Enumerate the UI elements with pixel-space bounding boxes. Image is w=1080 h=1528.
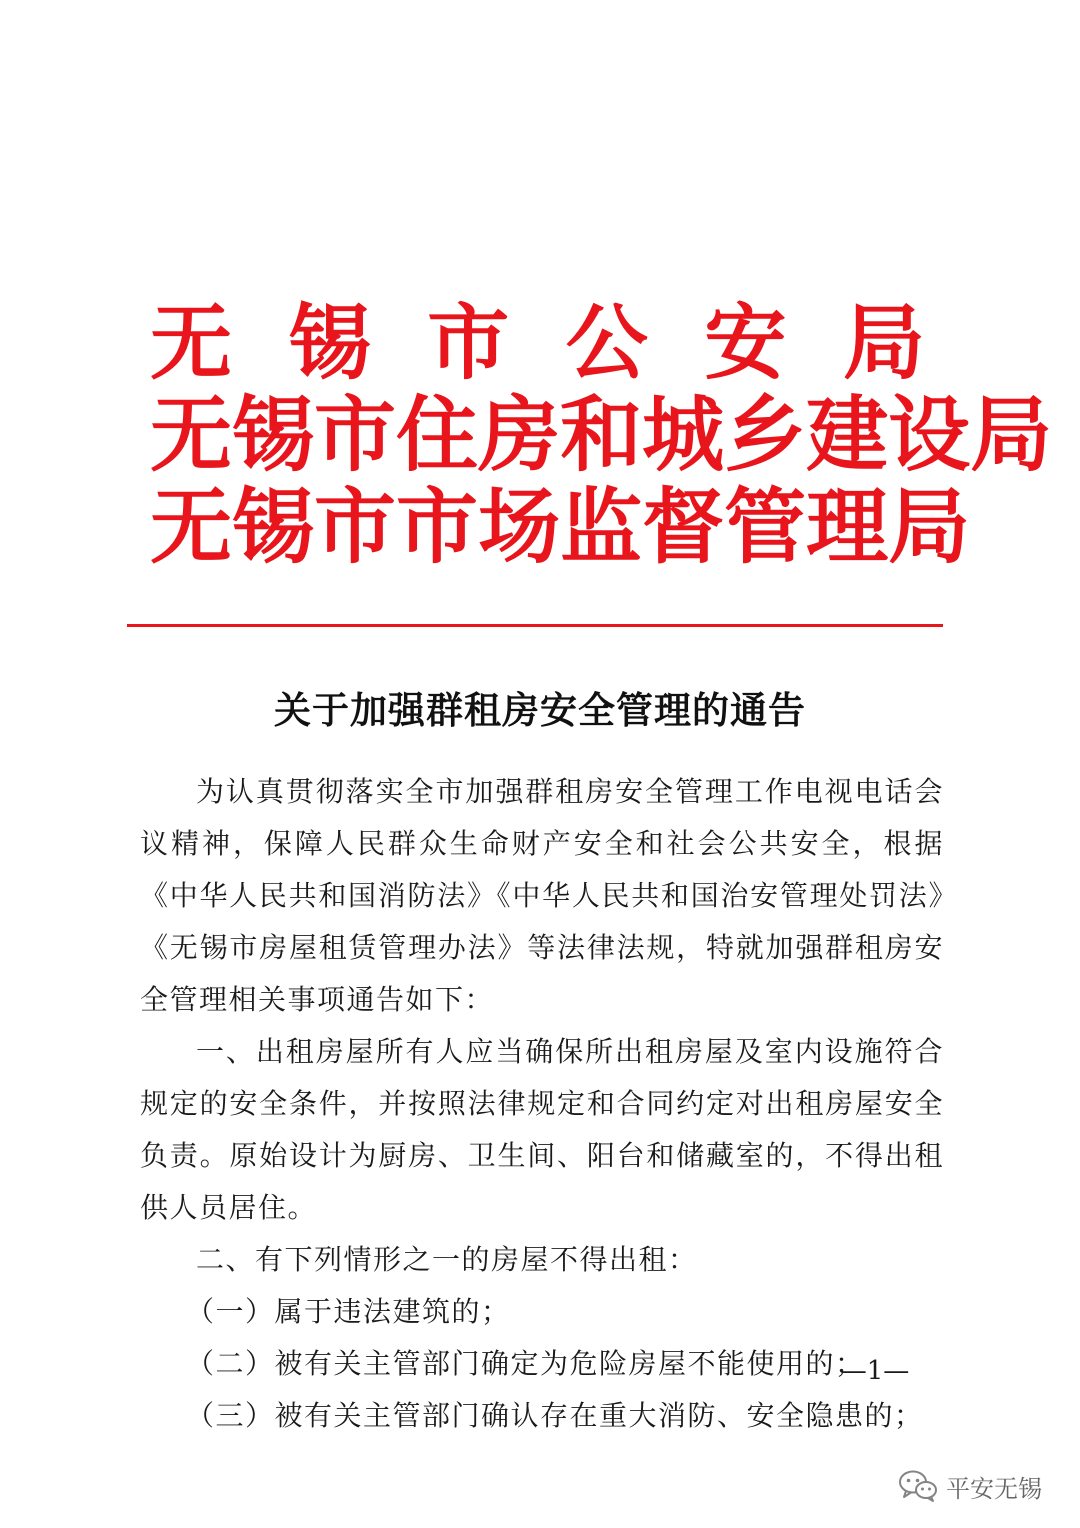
issuer-char: 市 — [314, 388, 397, 483]
issuer-char: 监 — [560, 480, 643, 575]
list-item: （二）被有关主管部门确定为危险房屋不能使用的； — [186, 1347, 865, 1380]
issuer-char: 无 — [150, 388, 233, 483]
issuer-char: 督 — [642, 480, 725, 575]
issuer-char: 公 — [565, 296, 648, 391]
issuer-public-security-bureau — [150, 298, 925, 390]
article-1-paragraph: 一、出租房屋所有人应当确保所出租房屋及室内设施符合规定的安全条件，并按照法律规定和合同约定对出租房屋安全负责。原始设计为厨房、卫生间、阳台和储藏室的，不得出租供人员居住。 — [140, 1035, 944, 1224]
issuer-char: 无 — [150, 296, 233, 391]
issuer-char: 理 — [806, 480, 889, 575]
issuer-char: 城 — [642, 388, 725, 483]
issuer-char: 市 — [314, 480, 397, 575]
wechat-account-watermark — [898, 1466, 1042, 1506]
red-divider-line — [127, 624, 943, 627]
issuer-char: 局 — [888, 480, 971, 575]
document-title: 关于加强群租房安全管理的通告 — [274, 688, 806, 732]
issuer-char: 安 — [704, 296, 787, 391]
issuer-housing-construction-bureau — [150, 388, 1053, 483]
article-2-paragraph: 二、有下列情形之一的房屋不得出租： — [196, 1243, 698, 1276]
issuer-char: 局 — [842, 296, 925, 391]
issuer-char: 设 — [888, 388, 971, 483]
issuer-char: 锡 — [232, 480, 315, 575]
wechat-icon — [898, 1469, 938, 1503]
issuer-char: 场 — [478, 480, 561, 575]
issuer-char: 市 — [427, 296, 510, 391]
issuer-char: 无 — [150, 480, 233, 575]
issuer-char: 住 — [396, 388, 479, 483]
issuer-char: 乡 — [724, 388, 807, 483]
page-number: —1— — [840, 1356, 910, 1386]
list-item: （一）属于违法建筑的； — [186, 1295, 511, 1328]
preamble-paragraph: 为认真贯彻落实全市加强群租房安全管理工作电视电话会议精神，保障人民群众生命财产安全和社会公共安全，根据《中华人民共和国消防法》《中华人民共和国治安管理处罚法》《无锡市房屋租赁管理办法》等法律法规，特就加强群租房安全管理相关事项通告如下： — [140, 775, 944, 1016]
issuing-authorities-header — [150, 296, 1053, 575]
issuer-char: 锡 — [232, 388, 315, 483]
list-item: （三）被有关主管部门确认存在重大消防、安全隐患的； — [186, 1399, 924, 1432]
issuer-char: 锡 — [288, 296, 371, 391]
document-body — [140, 766, 944, 1442]
issuer-char: 管 — [724, 480, 807, 575]
issuer-char: 市 — [396, 480, 479, 575]
watermark-account-name: 平安无锡 — [946, 1474, 1042, 1503]
issuer-market-supervision-bureau — [150, 480, 971, 575]
issuer-char: 建 — [806, 388, 889, 483]
issuer-char: 房 — [478, 388, 561, 483]
issuer-char: 局 — [970, 388, 1053, 483]
issuer-char: 和 — [560, 388, 643, 483]
